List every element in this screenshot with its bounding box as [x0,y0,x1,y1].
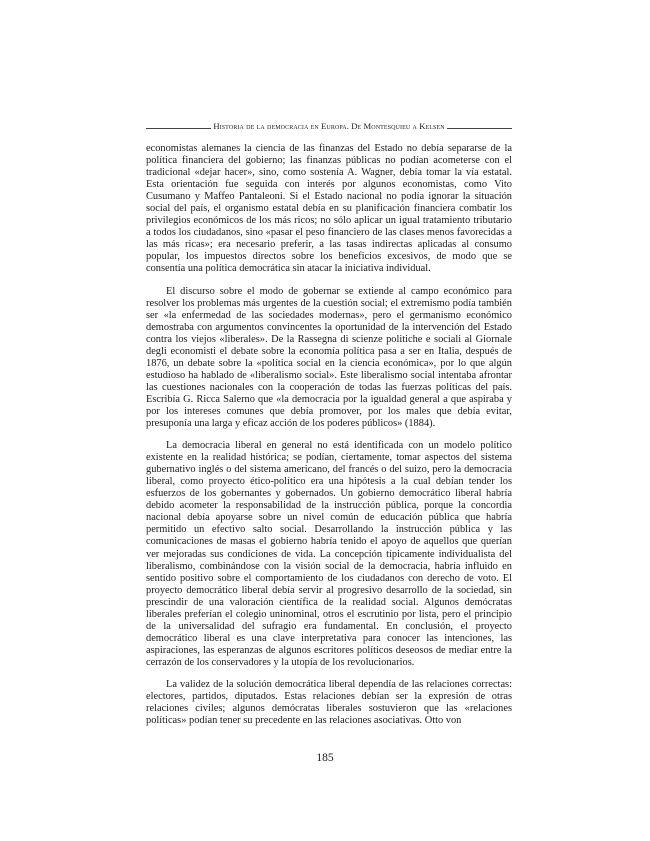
page-number: 185 [316,752,334,764]
paragraph: La democracia liberal en general no está identificada con un modelo político existente en la realidad histórica; se podían, ciertamente, tomar aspectos del sistema gubernativo inglés o del sistema americano, del francés o del suizo, pero la democracia liberal, como proyecto ético-político era una hipótesis a la cual debían tender los esfuerzos de los gobernantes y gobernados. Un gobierno democrático liberal habría debido acometer la responsabilidad de la instrucción pública, porque la concordia nacional debía apoyarse sobre un nivel común de educación pública que habría permitido un efectivo salto social. Desarrollando la instrucción pública y las comunicaciones de masas el gobierno habría tenido el apoyo de aquellos que querían ver mejoradas sus condiciones de vida. La concepción típicamente individualista del liberalismo, combinándose con la visión social de la democracia, habría influido en sentido positivo sobre el comportamiento de los ciudadanos con derecho de voto. El proyecto democrático liberal debía servir al progresivo desarrollo de la sociedad, sin prescindir de una valoración científica de la realidad social. Algunos demócratas liberales preferían el colegio uninominal, otros el escrutinio por lista, pero el principio de la universalidad del sufragio era fundamental. En conclusión, el proyecto democrático liberal es una clave interpretativa para conocer las intenciones, las aspiraciones, las esperanzas de algunos escritores políticos deseosos de mediar entre la cerrazón de los conservadores y la utopía de los revolucionarios. [146,440,512,668]
running-title: Historia de la democracia en Europa. De Montesquieu a Kelsen [213,121,445,131]
paragraph: El discurso sobre el modo de gobernar se extiende al campo económico para resolver los problemas más urgentes de la cuestión social; el extremismo podía también ser «la enfermedad de las sociedades modernas», pero el germanismo económico demostraba con argumentos convincentes la oportunidad de la intervención del Estado contra los viejos «liberales». De la Rassegna di scienze politiche e sociali al Giornale degli economisti el debate sobre la economía política pasa a ser en Italia, después de 1876, un debate sobre la «política social en la ciencia económica», por lo que algún estudioso ha hablado de «liberalismo social». Este liberalismo social intentaba afrontar las cuestiones nacionales con la cooperación de todas las fuerzas políticas del país. Escribía G. Ricca Salerno que «la democracia por la igualdad general a que aspiraba y por los intereses comunes que debía promover, por los males que debía evitar, presuponía una larga y eficaz acción de los poderes públicos» (1884). [146,285,512,430]
paragraph: economistas alemanes la ciencia de las finanzas del Estado no debía separarse de la política financiera del gobierno; las finanzas públicas no podían acometerse con el tradicional «dejar hacer», sino, como sostenía A. Wagner, debía tomar la vía estatal. Esta orientación fue seguida con interés por algunos economistas, como Vito Cusumano y Maffeo Pantaleoni. Si el Estado nacional no podía ignorar la situación social del país, el organismo estatal debía en su planificación financiera combatir los privilegios económicos de los más ricos; no sólo aplicar un igual tratamiento tributario a todos los ciudadanos, sino «pasar el peso financiero de las clases menos favorecidas a las más ricas»; era necesario preferir, a las tasas indirectas aplicadas al consumo popular, los impuestos directos sobre los beneficios excesivos, de modo que se consentía una política democrática sin atacar la iniciativa individual. [146,143,512,275]
body-text [146,143,512,737]
header-rule-left [146,128,211,129]
paragraph: La validez de la solución democrática liberal dependía de las relaciones correctas: electores, partidos, diputados. Estas relaciones debían ser la expresión de otras relaciones civiles; algunos demócratas liberales sostuvieron que las «relaciones políticas» podían tener su precedente en las relaciones asociativas. Otto von [146,678,512,727]
header-rule-right [447,128,512,129]
running-header [146,121,512,131]
